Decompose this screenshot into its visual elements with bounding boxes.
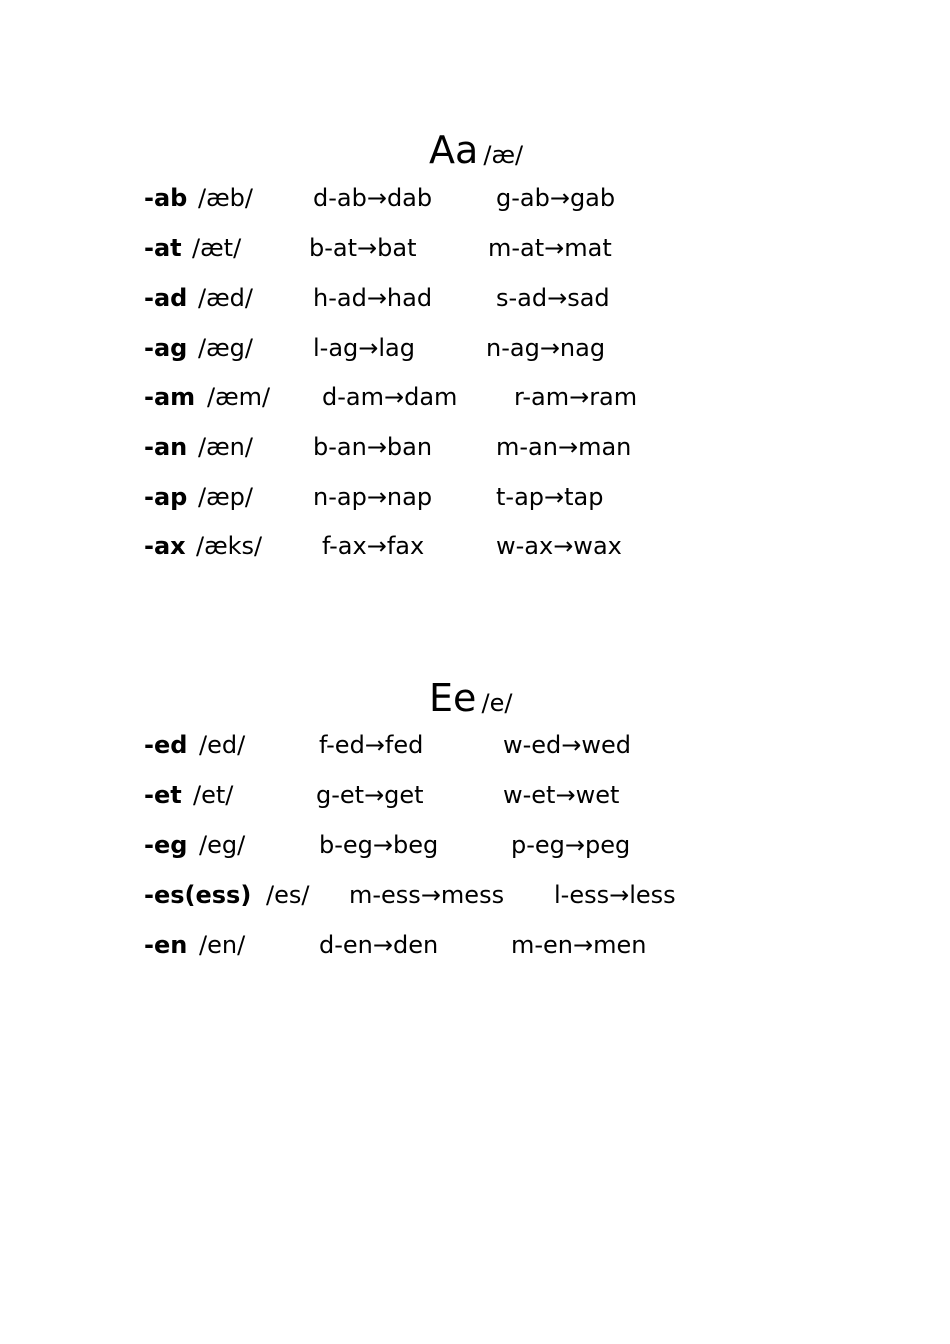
- suffix-label: -ap: [144, 483, 188, 511]
- example-1: b-eg→beg: [319, 831, 439, 859]
- example-1: l-ag→lag: [313, 334, 415, 362]
- example-1: g-et→get: [316, 781, 424, 809]
- example-1: d-en→den: [319, 931, 439, 959]
- example-2: w-ed→wed: [503, 731, 632, 759]
- example-2: t-ap→tap: [496, 483, 604, 511]
- suffix-ipa: /eg/: [199, 831, 246, 859]
- heading-ipa: /e/: [481, 689, 513, 717]
- example-1: n-ap→nap: [313, 483, 433, 511]
- example-2: p-eg→peg: [511, 831, 631, 859]
- example-2: w-et→wet: [503, 781, 620, 809]
- suffix-label: -eg: [144, 831, 188, 859]
- heading-letter: Aa: [429, 128, 479, 172]
- suffix-label: -es(ess): [144, 881, 252, 909]
- example-2: n-ag→nag: [486, 334, 606, 362]
- example-1: f-ed→fed: [319, 731, 424, 759]
- suffix-label: -an: [144, 433, 188, 461]
- example-2: w-ax→wax: [496, 532, 622, 560]
- example-2: g-ab→gab: [496, 184, 616, 212]
- example-2: m-en→men: [511, 931, 647, 959]
- suffix-label: -at: [144, 234, 182, 262]
- suffix-ipa: /et/: [193, 781, 234, 809]
- example-1: d-ab→dab: [313, 184, 433, 212]
- suffix-ipa: /æt/: [192, 234, 242, 262]
- heading-letter: Ee: [429, 676, 477, 720]
- suffix-ipa: /en/: [199, 931, 246, 959]
- suffix-label: -en: [144, 931, 188, 959]
- example-2: r-am→ram: [514, 383, 638, 411]
- example-1: h-ad→had: [313, 284, 433, 312]
- suffix-ipa: /æp/: [198, 483, 253, 511]
- suffix-ipa: /æb/: [198, 184, 253, 212]
- example-1: b-at→bat: [309, 234, 417, 262]
- suffix-ipa: /æm/: [207, 383, 271, 411]
- example-2: m-at→mat: [488, 234, 612, 262]
- section-heading: [429, 676, 512, 720]
- suffix-ipa: /ed/: [199, 731, 246, 759]
- example-1: d-am→dam: [322, 383, 458, 411]
- example-2: s-ad→sad: [496, 284, 610, 312]
- suffix-label: -et: [144, 781, 182, 809]
- suffix-label: -ad: [144, 284, 188, 312]
- suffix-label: -ag: [144, 334, 188, 362]
- suffix-ipa: /æd/: [198, 284, 253, 312]
- suffix-ipa: /æks/: [196, 532, 263, 560]
- example-1: f-ax→fax: [322, 532, 425, 560]
- suffix-ipa: /æn/: [198, 433, 253, 461]
- heading-ipa: /æ/: [483, 141, 524, 169]
- suffix-ipa: /es/: [266, 881, 310, 909]
- suffix-label: -ax: [144, 532, 186, 560]
- example-1: m-ess→mess: [349, 881, 505, 909]
- example-2: l-ess→less: [554, 881, 676, 909]
- suffix-ipa: /æg/: [198, 334, 253, 362]
- suffix-label: -ab: [144, 184, 188, 212]
- suffix-label: -am: [144, 383, 196, 411]
- example-2: m-an→man: [496, 433, 632, 461]
- suffix-label: -ed: [144, 731, 188, 759]
- example-1: b-an→ban: [313, 433, 433, 461]
- section-heading: [429, 128, 523, 172]
